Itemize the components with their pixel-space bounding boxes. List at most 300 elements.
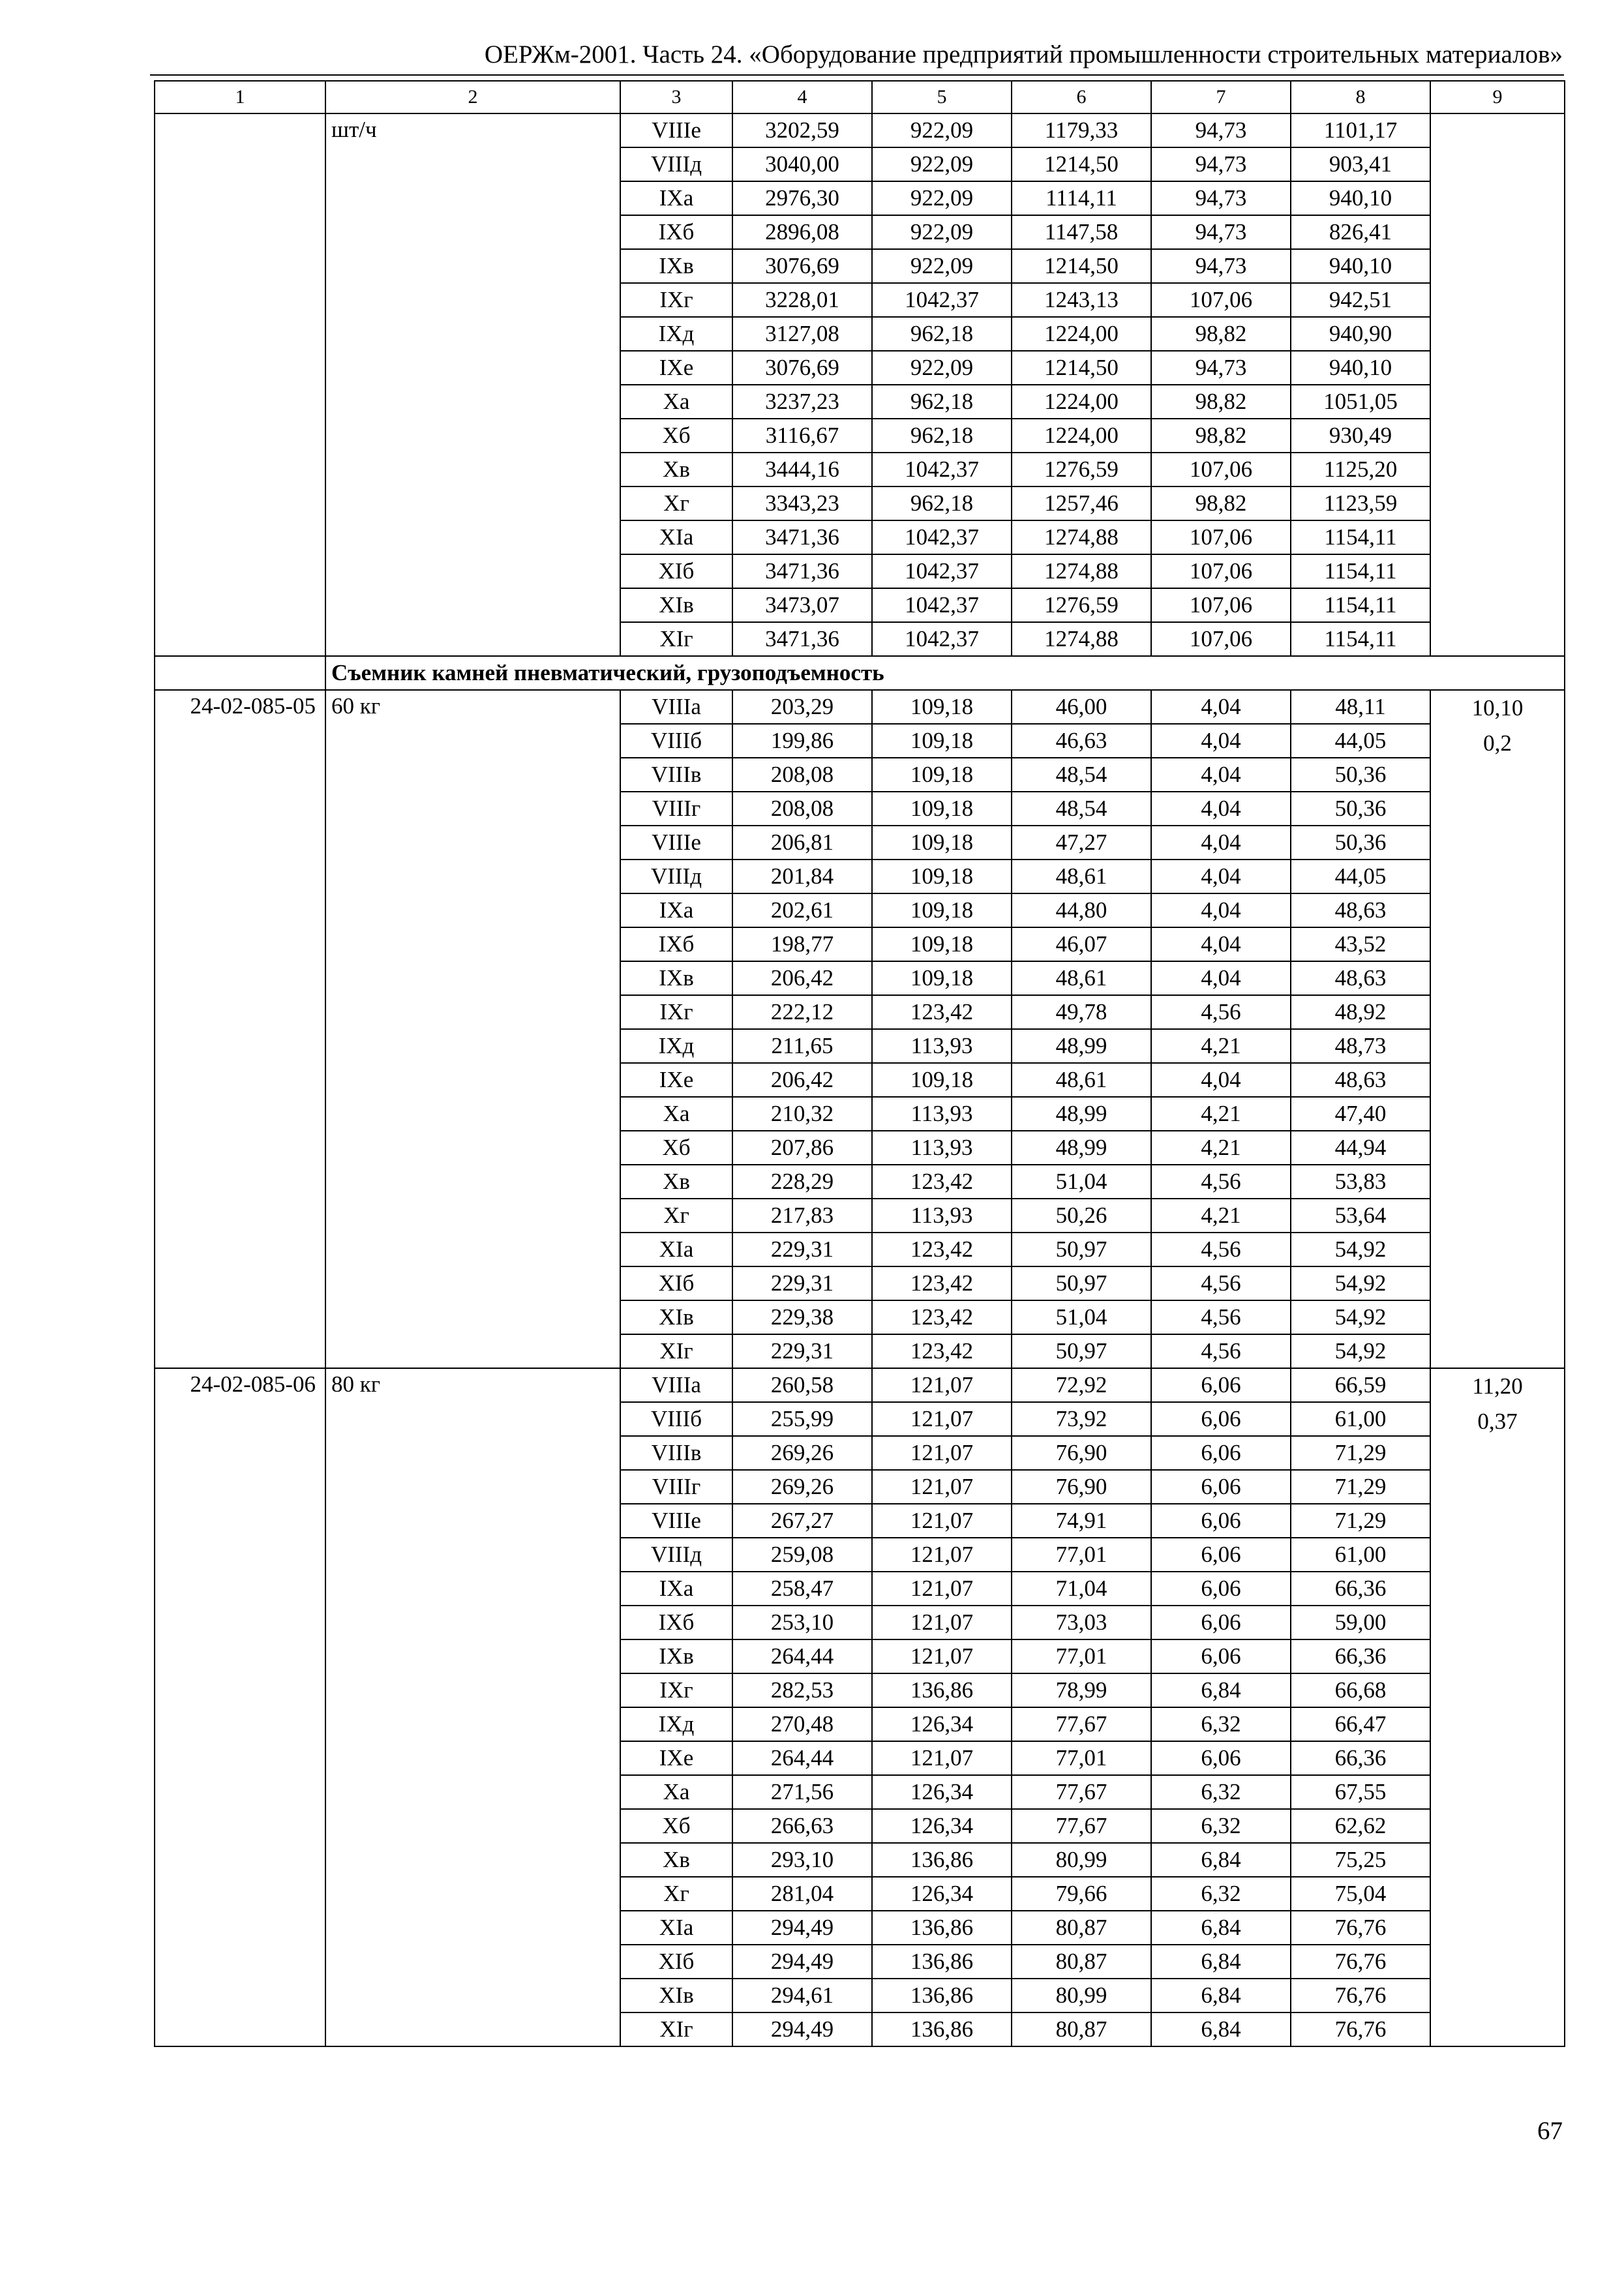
cost-value: 66,36	[1291, 1572, 1430, 1606]
cost-value: 48,54	[1012, 792, 1151, 826]
cost-value: 6,84	[1151, 1979, 1291, 2012]
cost-value: 942,51	[1291, 283, 1430, 317]
cost-value: 46,63	[1012, 724, 1151, 758]
cost-value: 1147,58	[1012, 215, 1151, 249]
cost-value: 121,07	[872, 1639, 1012, 1673]
cost-value: 962,18	[872, 419, 1012, 453]
cost-value: 66,36	[1291, 1639, 1430, 1673]
cost-value: 1224,00	[1012, 419, 1151, 453]
cost-value: 126,34	[872, 1775, 1012, 1809]
zone-code: IXв	[620, 1639, 732, 1673]
page-number: 67	[1537, 2117, 1563, 2145]
cost-value: 264,44	[732, 1741, 872, 1775]
cost-value: 61,00	[1291, 1538, 1430, 1572]
zone-code: IXд	[620, 1707, 732, 1741]
cost-value: 80,87	[1012, 2012, 1151, 2046]
zone-code: VIIIг	[620, 792, 732, 826]
cost-value: 1123,59	[1291, 486, 1430, 520]
cost-value: 3444,16	[732, 453, 872, 486]
cost-value: 48,63	[1291, 893, 1430, 927]
cost-value: 1274,88	[1012, 622, 1151, 656]
cost-value: 203,29	[732, 690, 872, 724]
cost-value: 922,09	[872, 147, 1012, 181]
norm-parameter: 80 кг	[325, 1368, 620, 2046]
cost-value: 72,92	[1012, 1368, 1151, 1402]
cost-value: 107,06	[1151, 520, 1291, 554]
cost-value: 6,84	[1151, 1673, 1291, 1707]
cost-value: 270,48	[732, 1707, 872, 1741]
cost-value: 94,73	[1151, 215, 1291, 249]
cost-value: 48,92	[1291, 995, 1430, 1029]
cost-value: 121,07	[872, 1504, 1012, 1538]
cost-value: 6,06	[1151, 1402, 1291, 1436]
cost-value: 4,21	[1151, 1097, 1291, 1131]
zone-code: IXг	[620, 1673, 732, 1707]
cost-value: 294,49	[732, 2012, 872, 2046]
cost-value: 3471,36	[732, 554, 872, 588]
cost-value: 1154,11	[1291, 554, 1430, 588]
cost-value: 54,92	[1291, 1300, 1430, 1334]
cost-value: 199,86	[732, 724, 872, 758]
cost-value: 198,77	[732, 927, 872, 961]
cost-value: 94,73	[1151, 181, 1291, 215]
cost-value: 136,86	[872, 1979, 1012, 2012]
cost-value: 46,00	[1012, 690, 1151, 724]
zone-code: VIIIе	[620, 1504, 732, 1538]
zone-code: VIIIе	[620, 113, 732, 147]
zone-code: IXе	[620, 351, 732, 385]
column-number: 6	[1012, 81, 1151, 113]
cost-value: 94,73	[1151, 249, 1291, 283]
cost-value: 282,53	[732, 1673, 872, 1707]
cost-value: 294,61	[732, 1979, 872, 2012]
zone-code: Xг	[620, 486, 732, 520]
cost-value: 3473,07	[732, 588, 872, 622]
section-row	[155, 656, 1565, 690]
cost-value: 67,55	[1291, 1775, 1430, 1809]
cost-value: 922,09	[872, 113, 1012, 147]
table-row	[155, 113, 1565, 147]
cost-value: 1274,88	[1012, 554, 1151, 588]
cost-value: 6,06	[1151, 1504, 1291, 1538]
cost-value: 1214,50	[1012, 351, 1151, 385]
zone-code: IXв	[620, 961, 732, 995]
cost-value: 229,31	[732, 1233, 872, 1266]
cost-value: 66,59	[1291, 1368, 1430, 1402]
cost-value: 201,84	[732, 860, 872, 893]
zone-code: IXа	[620, 1572, 732, 1606]
zone-code: IXг	[620, 995, 732, 1029]
cost-value: 940,90	[1291, 317, 1430, 351]
page-header: ОЕРЖм-2001. Часть 24. «Оборудование предприятий промышленности строительных материалов»	[484, 40, 1563, 68]
column-number: 7	[1151, 81, 1291, 113]
zone-code: XIв	[620, 588, 732, 622]
zone-code: Xг	[620, 1877, 732, 1911]
cost-value: 229,31	[732, 1334, 872, 1368]
cost-value: 922,09	[872, 351, 1012, 385]
zone-code: Xб	[620, 1131, 732, 1165]
cost-value: 50,97	[1012, 1233, 1151, 1266]
cost-value: 48,99	[1012, 1097, 1151, 1131]
zone-code: Xа	[620, 1097, 732, 1131]
cost-value: 98,82	[1151, 317, 1291, 351]
cost-value: 109,18	[872, 1063, 1012, 1097]
cost-value: 293,10	[732, 1843, 872, 1877]
table-row	[155, 690, 1565, 724]
cost-value: 48,99	[1012, 1029, 1151, 1063]
cost-value: 66,47	[1291, 1707, 1430, 1741]
cost-value: 48,61	[1012, 1063, 1151, 1097]
zone-code: XIб	[620, 1945, 732, 1979]
cost-value: 281,04	[732, 1877, 872, 1911]
cost-value: 123,42	[872, 1233, 1012, 1266]
cost-value: 4,04	[1151, 860, 1291, 893]
cost-value: 6,06	[1151, 1606, 1291, 1639]
cost-value: 6,06	[1151, 1639, 1291, 1673]
cost-value: 826,41	[1291, 215, 1430, 249]
cost-value: 107,06	[1151, 453, 1291, 486]
cost-value: 4,21	[1151, 1131, 1291, 1165]
zone-code: IXд	[620, 1029, 732, 1063]
cost-value: 79,66	[1012, 1877, 1151, 1911]
cost-value: 229,31	[732, 1266, 872, 1300]
cost-value: 294,49	[732, 1911, 872, 1945]
cost-value: 98,82	[1151, 486, 1291, 520]
zone-code: VIIIв	[620, 758, 732, 792]
cost-value: 75,25	[1291, 1843, 1430, 1877]
zone-code: Xб	[620, 419, 732, 453]
cost-value: 4,56	[1151, 1300, 1291, 1334]
mass-column	[1430, 690, 1565, 1368]
cost-value: 4,56	[1151, 1334, 1291, 1368]
cost-value: 2896,08	[732, 215, 872, 249]
zone-code: VIIIд	[620, 860, 732, 893]
cost-value: 50,97	[1012, 1266, 1151, 1300]
zone-code: IXа	[620, 181, 732, 215]
zone-code: IXг	[620, 283, 732, 317]
cost-value: 6,84	[1151, 1843, 1291, 1877]
cost-value: 3076,69	[732, 249, 872, 283]
cost-value: 206,42	[732, 961, 872, 995]
column-number: 8	[1291, 81, 1430, 113]
cost-value: 44,80	[1012, 893, 1151, 927]
zone-code: VIIIа	[620, 690, 732, 724]
cost-value: 126,34	[872, 1707, 1012, 1741]
mass-value: 10,10	[1471, 695, 1524, 721]
zone-code: XIг	[620, 2012, 732, 2046]
price-table	[154, 80, 1565, 2047]
cost-value: 3471,36	[732, 622, 872, 656]
cost-value: 260,58	[732, 1368, 872, 1402]
column-number: 4	[732, 81, 872, 113]
cost-value: 922,09	[872, 215, 1012, 249]
cost-value: 207,86	[732, 1131, 872, 1165]
cost-value: 1257,46	[1012, 486, 1151, 520]
cost-value: 210,32	[732, 1097, 872, 1131]
cost-value: 51,04	[1012, 1165, 1151, 1199]
cost-value: 269,26	[732, 1470, 872, 1504]
cost-value: 4,21	[1151, 1199, 1291, 1233]
cost-value: 113,93	[872, 1131, 1012, 1165]
cost-value: 98,82	[1151, 419, 1291, 453]
cost-value: 6,32	[1151, 1877, 1291, 1911]
cost-value: 962,18	[872, 385, 1012, 419]
cost-value: 48,61	[1012, 961, 1151, 995]
column-number-row	[155, 81, 1565, 113]
cost-value: 3237,23	[732, 385, 872, 419]
cost-value: 49,78	[1012, 995, 1151, 1029]
cost-value: 3228,01	[732, 283, 872, 317]
cost-value: 50,36	[1291, 758, 1430, 792]
zone-code: VIIIб	[620, 724, 732, 758]
mass-value: 0,37	[1477, 1409, 1518, 1434]
cost-value: 6,32	[1151, 1809, 1291, 1843]
cost-value: 71,29	[1291, 1470, 1430, 1504]
cost-value: 6,06	[1151, 1436, 1291, 1470]
cost-value: 4,56	[1151, 995, 1291, 1029]
norm-parameter: шт/ч	[325, 113, 620, 656]
cost-value: 73,03	[1012, 1606, 1151, 1639]
zone-code: VIIIд	[620, 1538, 732, 1572]
cost-value: 3116,67	[732, 419, 872, 453]
cost-value: 54,92	[1291, 1266, 1430, 1300]
cost-value: 76,76	[1291, 2012, 1430, 2046]
cost-value: 77,67	[1012, 1809, 1151, 1843]
column-number: 2	[325, 81, 620, 113]
column-number: 9	[1430, 81, 1565, 113]
cost-value: 3202,59	[732, 113, 872, 147]
cost-value: 1224,00	[1012, 385, 1151, 419]
cost-value: 121,07	[872, 1741, 1012, 1775]
cost-value: 1154,11	[1291, 622, 1430, 656]
cost-value: 6,32	[1151, 1775, 1291, 1809]
cost-value: 44,05	[1291, 860, 1430, 893]
cost-value: 48,99	[1012, 1131, 1151, 1165]
cost-value: 136,86	[872, 1673, 1012, 1707]
cost-value: 3076,69	[732, 351, 872, 385]
cost-value: 1042,37	[872, 283, 1012, 317]
cost-value: 126,34	[872, 1877, 1012, 1911]
norm-parameter: 60 кг	[325, 690, 620, 1368]
cost-value: 206,42	[732, 1063, 872, 1097]
cost-value: 940,10	[1291, 351, 1430, 385]
cost-value: 228,29	[732, 1165, 872, 1199]
cost-value: 6,06	[1151, 1368, 1291, 1402]
cost-value: 61,00	[1291, 1402, 1430, 1436]
cost-value: 77,67	[1012, 1707, 1151, 1741]
norm-code	[155, 113, 325, 656]
zone-code: XIа	[620, 1911, 732, 1945]
cost-value: 930,49	[1291, 419, 1430, 453]
cost-value: 76,76	[1291, 1911, 1430, 1945]
zone-code: XIб	[620, 1266, 732, 1300]
cost-value: 217,83	[732, 1199, 872, 1233]
cost-value: 94,73	[1151, 147, 1291, 181]
norm-code: 24-02-085-05	[155, 690, 325, 1368]
cost-value: 4,04	[1151, 1063, 1291, 1097]
cost-value: 107,06	[1151, 283, 1291, 317]
cost-value: 4,21	[1151, 1029, 1291, 1063]
cost-value: 4,04	[1151, 893, 1291, 927]
zone-code: IXе	[620, 1063, 732, 1097]
cost-value: 62,62	[1291, 1809, 1430, 1843]
cost-value: 76,90	[1012, 1470, 1151, 1504]
cost-value: 59,00	[1291, 1606, 1430, 1639]
mass-value: 0,2	[1483, 730, 1512, 756]
cost-value: 202,61	[732, 893, 872, 927]
cost-value: 940,10	[1291, 249, 1430, 283]
cost-value: 123,42	[872, 995, 1012, 1029]
cost-value: 3040,00	[732, 147, 872, 181]
cost-value: 109,18	[872, 724, 1012, 758]
cost-value: 271,56	[732, 1775, 872, 1809]
cost-value: 66,68	[1291, 1673, 1430, 1707]
cost-value: 4,04	[1151, 826, 1291, 860]
cost-value: 121,07	[872, 1436, 1012, 1470]
cost-value: 259,08	[732, 1538, 872, 1572]
cost-value: 1243,13	[1012, 283, 1151, 317]
cost-value: 80,99	[1012, 1979, 1151, 2012]
cost-value: 1274,88	[1012, 520, 1151, 554]
cost-value: 6,84	[1151, 1945, 1291, 1979]
cost-value: 6,06	[1151, 1470, 1291, 1504]
section-title: Съемник камней пневматический, грузоподъемность	[325, 656, 1565, 690]
cost-value: 2976,30	[732, 181, 872, 215]
cost-value: 43,52	[1291, 927, 1430, 961]
cost-value: 962,18	[872, 317, 1012, 351]
cost-value: 3127,08	[732, 317, 872, 351]
cost-value: 107,06	[1151, 588, 1291, 622]
zone-code: IXб	[620, 1606, 732, 1639]
mass-value: 11,20	[1472, 1373, 1523, 1399]
cost-value: 126,34	[872, 1809, 1012, 1843]
zone-code: VIIIв	[620, 1436, 732, 1470]
cost-value: 53,83	[1291, 1165, 1430, 1199]
cost-value: 121,07	[872, 1606, 1012, 1639]
cost-value: 54,92	[1291, 1233, 1430, 1266]
cost-value: 1042,37	[872, 622, 1012, 656]
cost-value: 3471,36	[732, 520, 872, 554]
cost-value: 6,06	[1151, 1538, 1291, 1572]
cost-value: 48,11	[1291, 690, 1430, 724]
cost-value: 3343,23	[732, 486, 872, 520]
zone-code: IXв	[620, 249, 732, 283]
cost-value: 1276,59	[1012, 453, 1151, 486]
cost-value: 71,29	[1291, 1504, 1430, 1538]
zone-code: IXе	[620, 1741, 732, 1775]
cost-value: 211,65	[732, 1029, 872, 1063]
cost-value: 77,01	[1012, 1639, 1151, 1673]
cost-value: 48,63	[1291, 1063, 1430, 1097]
zone-code: Xб	[620, 1809, 732, 1843]
cost-value: 50,26	[1012, 1199, 1151, 1233]
cost-value: 6,32	[1151, 1707, 1291, 1741]
zone-code: VIIIг	[620, 1470, 732, 1504]
zone-code: IXб	[620, 215, 732, 249]
cost-value: 53,64	[1291, 1199, 1430, 1233]
cost-value: 264,44	[732, 1639, 872, 1673]
cost-value: 1179,33	[1012, 113, 1151, 147]
zone-code: Xв	[620, 1165, 732, 1199]
zone-code: Xа	[620, 1775, 732, 1809]
cost-value: 1042,37	[872, 453, 1012, 486]
cost-value: 1042,37	[872, 554, 1012, 588]
cost-value: 50,36	[1291, 792, 1430, 826]
cost-value: 123,42	[872, 1334, 1012, 1368]
cost-value: 109,18	[872, 758, 1012, 792]
zone-code: XIг	[620, 1334, 732, 1368]
cost-value: 77,01	[1012, 1538, 1151, 1572]
cost-value: 94,73	[1151, 351, 1291, 385]
cost-value: 109,18	[872, 961, 1012, 995]
cost-value: 74,91	[1012, 1504, 1151, 1538]
cost-value: 258,47	[732, 1572, 872, 1606]
cost-value: 107,06	[1151, 554, 1291, 588]
cost-value: 121,07	[872, 1470, 1012, 1504]
cost-value: 76,76	[1291, 1979, 1430, 2012]
cost-value: 136,86	[872, 1945, 1012, 1979]
cost-value: 107,06	[1151, 622, 1291, 656]
cost-value: 962,18	[872, 486, 1012, 520]
cost-value: 1154,11	[1291, 520, 1430, 554]
cost-value: 255,99	[732, 1402, 872, 1436]
zone-code: VIIIб	[620, 1402, 732, 1436]
zone-code: VIIIе	[620, 826, 732, 860]
cost-value: 208,08	[732, 792, 872, 826]
cost-value: 113,93	[872, 1097, 1012, 1131]
cost-value: 109,18	[872, 927, 1012, 961]
cost-value: 109,18	[872, 690, 1012, 724]
zone-code: VIIIд	[620, 147, 732, 181]
zone-code: Xв	[620, 1843, 732, 1877]
cost-value: 77,01	[1012, 1741, 1151, 1775]
cost-value: 4,04	[1151, 724, 1291, 758]
zone-code: VIIIа	[620, 1368, 732, 1402]
cost-value: 4,04	[1151, 927, 1291, 961]
cost-value: 922,09	[872, 249, 1012, 283]
cost-value: 109,18	[872, 860, 1012, 893]
zone-code: IXб	[620, 927, 732, 961]
cost-value: 1224,00	[1012, 317, 1151, 351]
zone-code: XIб	[620, 554, 732, 588]
cost-value: 1101,17	[1291, 113, 1430, 147]
table-body	[155, 81, 1565, 2046]
cost-value: 903,41	[1291, 147, 1430, 181]
cost-value: 94,73	[1151, 113, 1291, 147]
cost-value: 136,86	[872, 2012, 1012, 2046]
zone-code: Xг	[620, 1199, 732, 1233]
cost-value: 123,42	[872, 1300, 1012, 1334]
cost-value: 4,04	[1151, 961, 1291, 995]
cost-value: 6,84	[1151, 1911, 1291, 1945]
cost-value: 121,07	[872, 1402, 1012, 1436]
cost-value: 98,82	[1151, 385, 1291, 419]
cost-value: 75,04	[1291, 1877, 1430, 1911]
cost-value: 1214,50	[1012, 249, 1151, 283]
cost-value: 47,40	[1291, 1097, 1430, 1131]
cost-value: 50,36	[1291, 826, 1430, 860]
cost-value: 113,93	[872, 1029, 1012, 1063]
cost-value: 47,27	[1012, 826, 1151, 860]
cost-value: 109,18	[872, 893, 1012, 927]
mass-column	[1430, 113, 1565, 656]
cost-value: 1042,37	[872, 520, 1012, 554]
cost-value: 6,06	[1151, 1572, 1291, 1606]
cost-value: 4,04	[1151, 758, 1291, 792]
cost-value: 66,36	[1291, 1741, 1430, 1775]
cost-value: 77,67	[1012, 1775, 1151, 1809]
cost-value: 266,63	[732, 1809, 872, 1843]
